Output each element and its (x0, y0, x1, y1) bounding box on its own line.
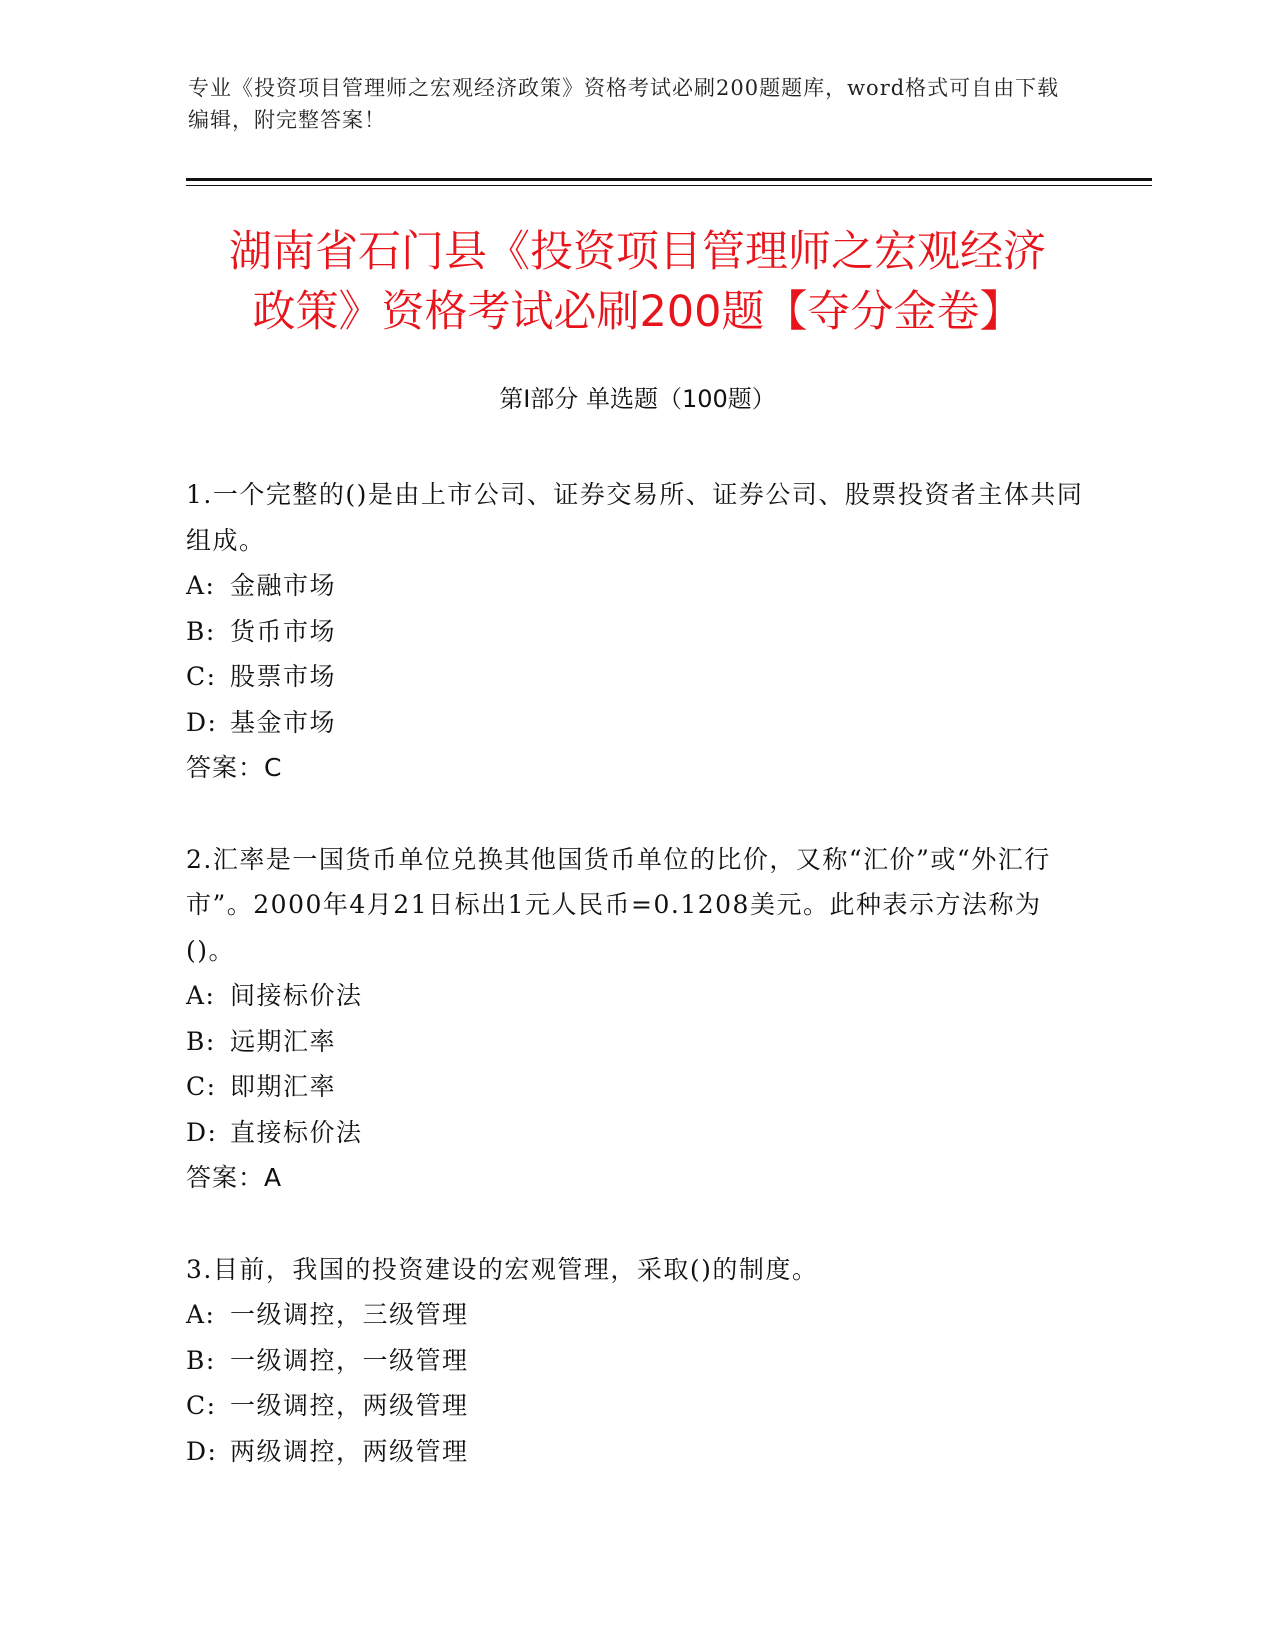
question-stem: 3.目前，我国的投资建设的宏观管理，采取()的制度。 (186, 1254, 819, 1284)
option-text: 一级调控，一级管理 (230, 1345, 469, 1375)
option-a (186, 563, 1086, 609)
question-stem: 2.汇率是一国货币单位兑换其他国货币单位的比价，又称“汇价”或“外汇行市”。2000年4月21日标出1元人民币=0.1208美元。此种表示方法称为()。 (186, 844, 1051, 965)
question-2 (186, 837, 1086, 1201)
option-text: 货币市场 (230, 616, 337, 646)
option-key: D: (186, 707, 218, 737)
option-text: 即期汇率 (230, 1072, 337, 1101)
option-key: B: (186, 1345, 216, 1375)
option-key: D: (186, 1117, 218, 1147)
option-text: 一级调控，两级管理 (230, 1391, 469, 1420)
option-key: A: (186, 1300, 216, 1329)
option-b (186, 1338, 1086, 1384)
option-text: 两级调控，两级管理 (230, 1436, 469, 1466)
option-text: 间接标价法 (230, 981, 363, 1010)
answer-label: 答案：A (186, 1163, 283, 1192)
question-stem: 1.一个完整的()是由上市公司、证券交易所、证券公司、股票投资者主体共同组成。 (186, 480, 1084, 555)
option-d (186, 700, 1086, 746)
option-text: 直接标价法 (230, 1117, 363, 1147)
answer-label: 答案：C (186, 753, 283, 782)
header-note: 专业《投资项目管理师之宏观经济政策》资格考试必刷200题题库，word格式可自由下载编辑，附完整答案！ (188, 76, 1060, 132)
question-list (186, 472, 1086, 1520)
option-key: A: (186, 981, 216, 1010)
option-key: B: (186, 1026, 216, 1056)
option-key: A: (186, 571, 216, 600)
option-key: C: (186, 1391, 217, 1420)
option-b (186, 609, 1086, 655)
document-title-line-1: 湖南省石门县《投资项目管理师之宏观经济 (229, 227, 1046, 277)
question-3 (186, 1247, 1086, 1475)
option-d (186, 1429, 1086, 1475)
option-b (186, 1019, 1086, 1065)
option-c (186, 654, 1086, 700)
header-divider-thick (186, 178, 1152, 181)
option-text: 一级调控，三级管理 (230, 1300, 469, 1329)
option-key: C: (186, 1072, 217, 1101)
option-d (186, 1110, 1086, 1156)
option-key: B: (186, 616, 216, 646)
option-text: 股票市场 (230, 662, 337, 691)
option-a (186, 973, 1086, 1019)
option-key: D: (186, 1436, 218, 1466)
document-title-line-2: 政策》资格考试必刷200题【夺分金卷】 (252, 287, 1023, 337)
option-text: 金融市场 (230, 571, 337, 600)
option-c (186, 1064, 1086, 1110)
question-1 (186, 472, 1086, 791)
option-text: 基金市场 (230, 707, 337, 737)
section-heading: 第Ⅰ部分 单选题（100题） (499, 385, 776, 413)
document-title (150, 222, 1125, 342)
option-key: C: (186, 662, 217, 691)
option-text: 远期汇率 (230, 1026, 337, 1056)
header-divider-thin (186, 185, 1152, 186)
option-a (186, 1292, 1086, 1338)
option-c (186, 1383, 1086, 1429)
